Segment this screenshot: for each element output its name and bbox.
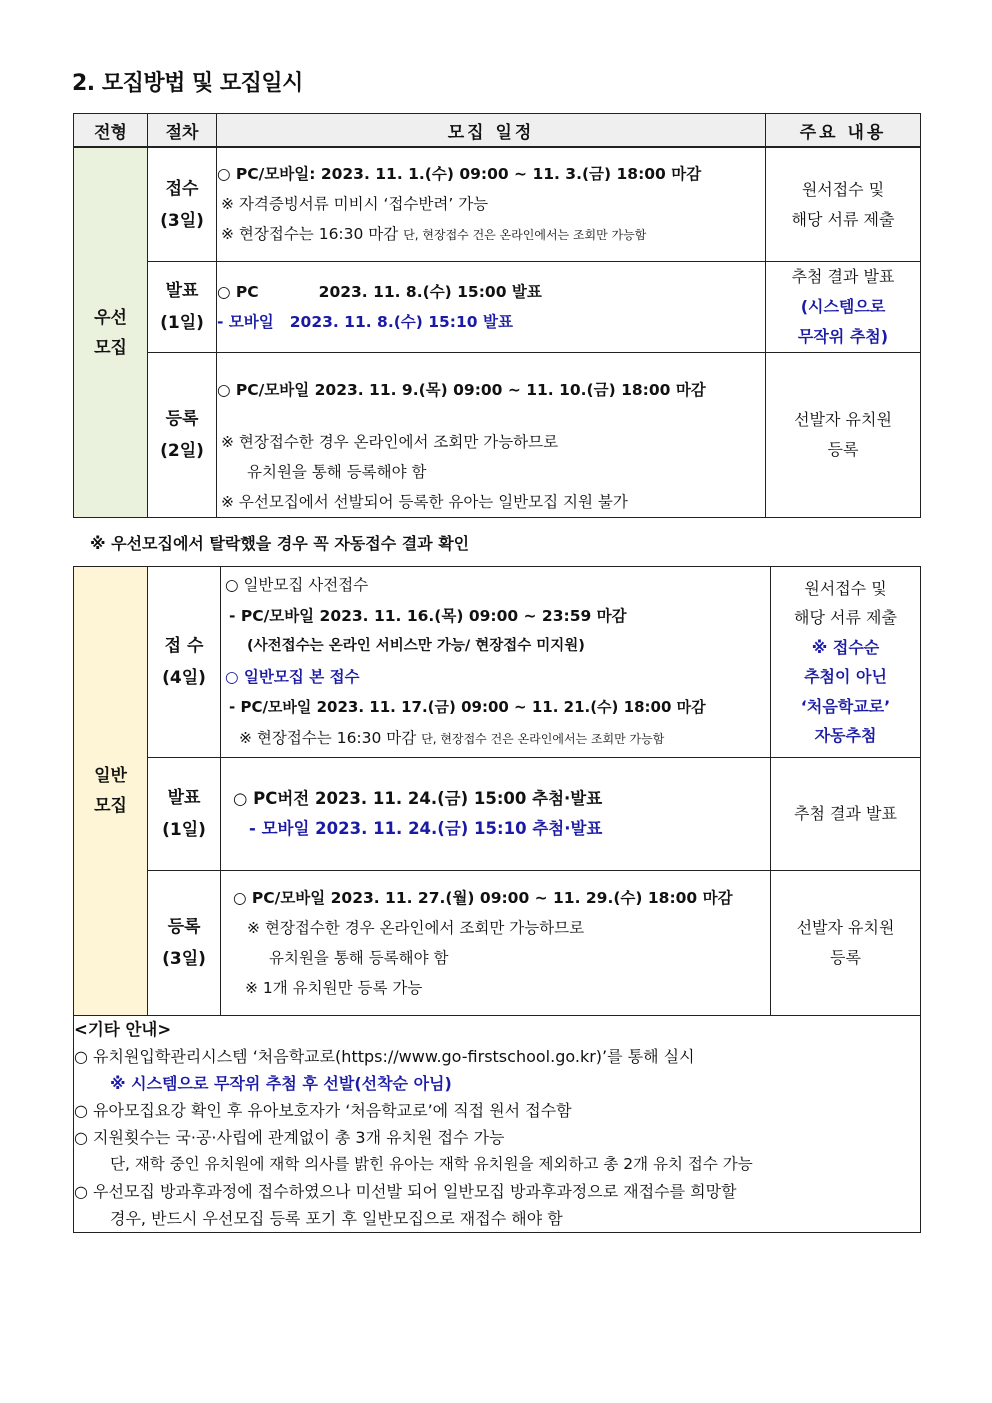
etc-info bbox=[74, 1016, 921, 1233]
general-announce-schedule: ○ PC버전 2023. 11. 24.(금) 15:00 추첨·발표 - 모바일 2023. 11. 24.(금) 15:10 추첨·발표 bbox=[221, 758, 771, 871]
etc-item: ※ 시스템으로 무작위 추첨 후 선발(선착순 아님) bbox=[110, 1074, 452, 1093]
etc-title: <기타 안내> bbox=[74, 1020, 172, 1039]
general-announce-row bbox=[74, 758, 921, 871]
general-register-note: 선발자 유치원 등록 bbox=[771, 871, 921, 1016]
header-main-content: 주요 내용 bbox=[766, 114, 921, 147]
priority-register-step: 등록 (2일) bbox=[148, 353, 217, 518]
priority-register-row bbox=[74, 353, 921, 518]
priority-schedule-table bbox=[73, 113, 921, 518]
priority-fail-notice: ※ 우선모집에서 탈락했을 경우 꼭 자동접수 결과 확인 bbox=[90, 534, 470, 553]
priority-announce-note: 추첨 결과 발표 (시스템으로 무작위 추첨) bbox=[766, 262, 921, 353]
table-header-row bbox=[74, 114, 921, 147]
general-receipt-note: 원서접수 및 해당 서류 제출 ※ 접수순 추첨이 아닌 ‘처음학교로’ 자동추첨 bbox=[771, 567, 921, 758]
etc-item: ○ 우선모집 방과후과정에 접수하였으나 미선발 되어 일반모집 방과후과정으로 재접수를 희망할 bbox=[74, 1182, 737, 1201]
general-announce-step: 발표 (1일) bbox=[148, 758, 221, 871]
priority-receipt-row bbox=[74, 148, 921, 262]
etc-item: 경우, 반드시 우선모집 등록 포기 후 일반모집으로 재접수 해야 함 bbox=[110, 1209, 563, 1228]
priority-announce-schedule: ○ PC 2023. 11. 8.(수) 15:00 발표 - 모바일 2023. 11. 8.(수) 15:10 발표 bbox=[217, 262, 766, 353]
header-schedule: 모집 일정 bbox=[217, 114, 766, 147]
general-register-step: 등록 (3일) bbox=[148, 871, 221, 1016]
general-category: 일반 모집 bbox=[74, 567, 148, 1016]
priority-register-schedule: ○ PC/모바일 2023. 11. 9.(목) 09:00 ~ 11. 10.(금) 18:00 마감 ※ 현장접수한 경우 온라인에서 조회만 가능하므로 유치원을 통해 등록해야 함 ※ 우선모집에서 선발되어 등록한 유아는 일반모집 지원 불가 bbox=[217, 353, 766, 518]
priority-receipt-schedule: ○ PC/모바일: 2023. 11. 1.(수) 09:00 ~ 11. 3.(금) 18:00 마감 ※ 자격증빙서류 미비시 ‘접수반려’ 가능 ※ 현장접수는 16:30 마감 단, 현장접수 건은 온라인에서는 조회만 가능함 bbox=[217, 148, 766, 262]
priority-receipt-step: 접수 (3일) bbox=[148, 148, 217, 262]
priority-register-note: 선발자 유치원 등록 bbox=[766, 353, 921, 518]
etc-item: ○ 지원횟수는 국·공·사립에 관계없이 총 3개 유치원 접수 가능 bbox=[74, 1128, 505, 1147]
priority-announce-row bbox=[74, 262, 921, 353]
priority-receipt-note: 원서접수 및 해당 서류 제출 bbox=[766, 148, 921, 262]
etc-info-row bbox=[74, 1016, 921, 1233]
general-schedule-table bbox=[73, 566, 921, 1233]
priority-announce-step: 발표 (1일) bbox=[148, 262, 217, 353]
etc-item: ○ 유치원입학관리시스템 ‘처음학교로(https://www.go-firstschool.go.kr)’를 통해 실시 bbox=[74, 1047, 695, 1066]
section-title: 2. 모집방법 및 모집일시 bbox=[72, 71, 303, 96]
general-register-row bbox=[74, 871, 921, 1016]
header-type: 전형 bbox=[74, 114, 148, 147]
general-receipt-schedule: ○ 일반모집 사전접수 - PC/모바일 2023. 11. 16.(목) 09:00 ~ 23:59 마감 (사전접수는 온라인 서비스만 가능/ 현장접수 미지원) ○ 일반모집 본 접수 - PC/모바일 2023. 11. 17.(금) 09:00 ~ 11. 21.(수) 18:00 마감 ※ 현장접수는 16:30 마감 단, 현장접수 건은 온라인에서는 조회만 가능함 bbox=[221, 567, 771, 758]
general-register-schedule: ○ PC/모바일 2023. 11. 27.(월) 09:00 ~ 11. 29.(수) 18:00 마감 ※ 현장접수한 경우 온라인에서 조회만 가능하므로 유치원을 통해 등록해야 함 ※ 1개 유치원만 등록 가능 bbox=[221, 871, 771, 1016]
priority-category: 우선 모집 bbox=[74, 148, 148, 518]
general-receipt-row bbox=[74, 567, 921, 758]
general-announce-note: 추첨 결과 발표 bbox=[771, 758, 921, 871]
general-receipt-step: 접 수 (4일) bbox=[148, 567, 221, 758]
etc-item: ○ 유아모집요강 확인 후 유아보호자가 ‘처음학교로’에 직접 원서 접수함 bbox=[74, 1101, 572, 1120]
header-step: 절차 bbox=[148, 114, 217, 147]
etc-item: 단, 재학 중인 유치원에 재학 의사를 밝힌 유아는 재학 유치원을 제외하고 총 2개 유치 접수 가능 bbox=[110, 1155, 753, 1173]
